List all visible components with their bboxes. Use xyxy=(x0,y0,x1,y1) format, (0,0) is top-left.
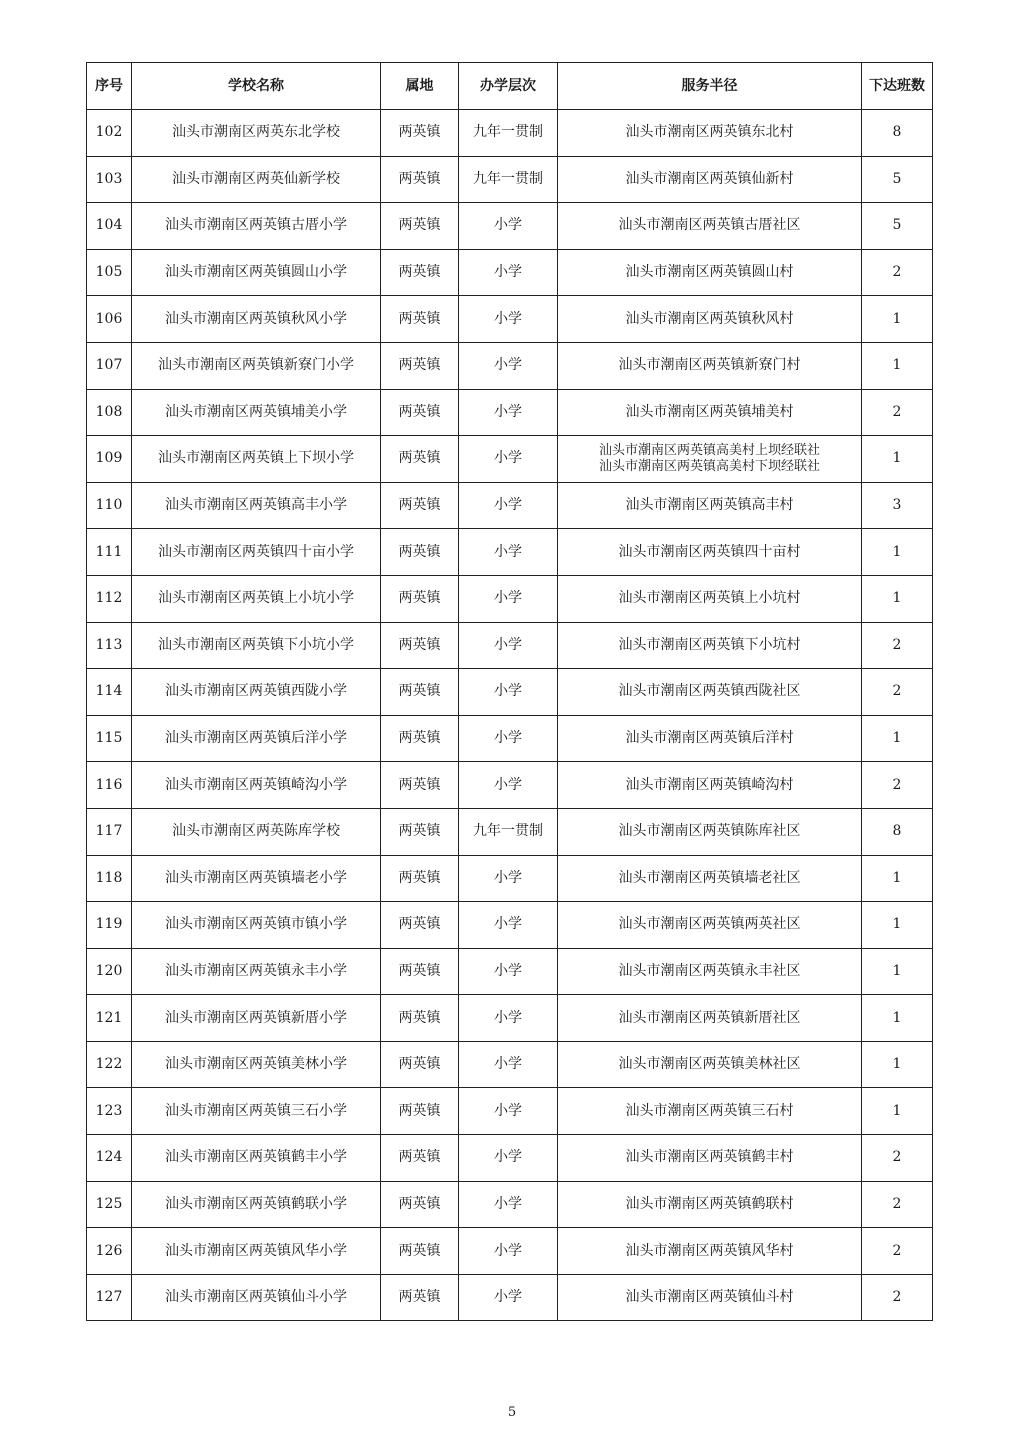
table-row xyxy=(87,622,933,669)
row-number-cell: 109 xyxy=(87,436,132,483)
school-name-cell: 汕头市潮南区两英镇圆山小学 xyxy=(132,249,381,296)
area-cell: 两英镇 xyxy=(381,715,459,762)
level-cell: 小学 xyxy=(459,1274,558,1321)
school-name-cell: 汕头市潮南区两英陈库学校 xyxy=(132,808,381,855)
row-number-cell: 116 xyxy=(87,762,132,809)
service-radius-line: 汕头市潮南区两英镇永丰社区 xyxy=(618,962,801,979)
row-number-cell: 103 xyxy=(87,156,132,203)
area-cell: 两英镇 xyxy=(381,203,459,250)
level-cell: 小学 xyxy=(459,995,558,1042)
table-row xyxy=(87,249,933,296)
service-radius-cell xyxy=(558,1181,862,1228)
service-radius-cell xyxy=(558,249,862,296)
level-cell: 小学 xyxy=(459,902,558,949)
area-cell: 两英镇 xyxy=(381,808,459,855)
service-radius-cell xyxy=(558,1135,862,1182)
school-name-cell: 汕头市潮南区两英镇鹤联小学 xyxy=(132,1181,381,1228)
service-radius-line: 汕头市潮南区两英镇风华村 xyxy=(625,1242,794,1259)
service-radius-line: 汕头市潮南区两英镇新寮门村 xyxy=(618,357,801,374)
service-radius-cell xyxy=(558,1274,862,1321)
service-radius-line: 汕头市潮南区两英镇高美村上坝经联社 xyxy=(598,442,820,458)
table-row xyxy=(87,855,933,902)
service-radius-cell xyxy=(558,762,862,809)
row-number-cell: 110 xyxy=(87,482,132,529)
class-count-cell: 1 xyxy=(862,995,933,1042)
level-cell: 小学 xyxy=(459,482,558,529)
table-row xyxy=(87,1228,933,1275)
service-radius-line: 汕头市潮南区两英镇高美村下坝经联社 xyxy=(598,458,820,474)
area-cell: 两英镇 xyxy=(381,762,459,809)
service-radius-cell xyxy=(558,389,862,436)
row-number-cell: 108 xyxy=(87,389,132,436)
service-radius-cell xyxy=(558,156,862,203)
table-row xyxy=(87,902,933,949)
service-radius-cell xyxy=(558,855,862,902)
area-cell: 两英镇 xyxy=(381,156,459,203)
class-count-cell: 2 xyxy=(862,622,933,669)
service-radius-cell xyxy=(558,948,862,995)
service-radius-cell xyxy=(558,110,862,157)
class-count-cell: 8 xyxy=(862,110,933,157)
school-name-cell: 汕头市潮南区两英镇三石小学 xyxy=(132,1088,381,1135)
row-number-cell: 126 xyxy=(87,1228,132,1275)
level-cell: 小学 xyxy=(459,296,558,343)
school-name-cell: 汕头市潮南区两英镇下小坑小学 xyxy=(132,622,381,669)
service-radius-line: 汕头市潮南区两英镇上小坑村 xyxy=(618,590,801,607)
area-cell: 两英镇 xyxy=(381,669,459,716)
school-name-cell: 汕头市潮南区两英镇埔美小学 xyxy=(132,389,381,436)
class-count-cell: 2 xyxy=(862,1181,933,1228)
table-row xyxy=(87,808,933,855)
service-radius-cell xyxy=(558,482,862,529)
school-name-cell: 汕头市潮南区两英镇上下坝小学 xyxy=(132,436,381,483)
service-radius-cell xyxy=(558,575,862,622)
area-cell: 两英镇 xyxy=(381,1041,459,1088)
row-number-cell: 102 xyxy=(87,110,132,157)
header-school: 学校名称 xyxy=(132,63,381,110)
table-row xyxy=(87,156,933,203)
service-radius-cell xyxy=(558,436,862,483)
area-cell: 两英镇 xyxy=(381,1181,459,1228)
service-radius-line: 汕头市潮南区两英镇仙斗村 xyxy=(625,1289,794,1306)
service-radius-line: 汕头市潮南区两英镇鹤联村 xyxy=(625,1195,794,1212)
service-radius-line: 汕头市潮南区两英镇三石村 xyxy=(625,1102,794,1119)
area-cell: 两英镇 xyxy=(381,389,459,436)
service-radius-line: 汕头市潮南区两英镇西陇社区 xyxy=(618,683,801,700)
page-number: 5 xyxy=(507,1405,517,1420)
row-number-cell: 113 xyxy=(87,622,132,669)
header-no: 序号 xyxy=(87,63,132,110)
service-radius-cell xyxy=(558,203,862,250)
class-count-cell: 2 xyxy=(862,762,933,809)
table-row xyxy=(87,1135,933,1182)
table-row xyxy=(87,1088,933,1135)
class-count-cell: 1 xyxy=(862,1088,933,1135)
service-radius-line: 汕头市潮南区两英镇仙新村 xyxy=(625,170,794,187)
service-radius-cell xyxy=(558,669,862,716)
table-row xyxy=(87,995,933,1042)
level-cell: 小学 xyxy=(459,1088,558,1135)
school-name-cell: 汕头市潮南区两英镇高丰小学 xyxy=(132,482,381,529)
service-radius-cell xyxy=(558,902,862,949)
table-row xyxy=(87,203,933,250)
class-count-cell: 1 xyxy=(862,902,933,949)
school-name-cell: 汕头市潮南区两英镇市镇小学 xyxy=(132,902,381,949)
class-count-cell: 1 xyxy=(862,948,933,995)
service-radius-line: 汕头市潮南区两英镇后洋村 xyxy=(625,730,794,747)
row-number-cell: 123 xyxy=(87,1088,132,1135)
service-radius-line: 汕头市潮南区两英镇四十亩村 xyxy=(618,543,801,560)
row-number-cell: 107 xyxy=(87,342,132,389)
header-classes: 下达班数 xyxy=(862,63,933,110)
level-cell: 九年一贯制 xyxy=(459,808,558,855)
service-radius-line: 汕头市潮南区两英镇东北村 xyxy=(625,124,794,141)
service-radius-cell xyxy=(558,622,862,669)
level-cell: 小学 xyxy=(459,669,558,716)
school-name-cell: 汕头市潮南区两英镇新寮门小学 xyxy=(132,342,381,389)
row-number-cell: 119 xyxy=(87,902,132,949)
level-cell: 小学 xyxy=(459,855,558,902)
row-number-cell: 120 xyxy=(87,948,132,995)
service-radius-cell xyxy=(558,1088,862,1135)
level-cell: 小学 xyxy=(459,1041,558,1088)
area-cell: 两英镇 xyxy=(381,855,459,902)
school-name-cell: 汕头市潮南区两英镇鹤丰小学 xyxy=(132,1135,381,1182)
header-row xyxy=(87,63,933,110)
service-radius-line: 汕头市潮南区两英镇秋风村 xyxy=(625,310,794,327)
area-cell: 两英镇 xyxy=(381,482,459,529)
area-cell: 两英镇 xyxy=(381,342,459,389)
level-cell: 小学 xyxy=(459,948,558,995)
service-radius-line: 汕头市潮南区两英镇美林社区 xyxy=(618,1056,801,1073)
area-cell: 两英镇 xyxy=(381,1135,459,1182)
service-radius-line: 汕头市潮南区两英镇新厝社区 xyxy=(618,1009,801,1026)
area-cell: 两英镇 xyxy=(381,575,459,622)
level-cell: 小学 xyxy=(459,622,558,669)
level-cell: 小学 xyxy=(459,762,558,809)
school-name-cell: 汕头市潮南区两英镇永丰小学 xyxy=(132,948,381,995)
row-number-cell: 125 xyxy=(87,1181,132,1228)
row-number-cell: 112 xyxy=(87,575,132,622)
service-radius-line: 汕头市潮南区两英镇两英社区 xyxy=(618,916,801,933)
table-body xyxy=(87,110,933,1321)
row-number-cell: 111 xyxy=(87,529,132,576)
table-row xyxy=(87,389,933,436)
level-cell: 小学 xyxy=(459,436,558,483)
level-cell: 小学 xyxy=(459,249,558,296)
row-number-cell: 115 xyxy=(87,715,132,762)
school-name-cell: 汕头市潮南区两英镇秋风小学 xyxy=(132,296,381,343)
class-count-cell: 1 xyxy=(862,855,933,902)
level-cell: 九年一贯制 xyxy=(459,110,558,157)
area-cell: 两英镇 xyxy=(381,995,459,1042)
area-cell: 两英镇 xyxy=(381,296,459,343)
row-number-cell: 121 xyxy=(87,995,132,1042)
table-row xyxy=(87,342,933,389)
service-radius-cell xyxy=(558,1228,862,1275)
table-row xyxy=(87,482,933,529)
row-number-cell: 105 xyxy=(87,249,132,296)
service-radius-line: 汕头市潮南区两英镇下小坑村 xyxy=(618,636,801,653)
school-name-cell: 汕头市潮南区两英镇新厝小学 xyxy=(132,995,381,1042)
level-cell: 小学 xyxy=(459,389,558,436)
row-number-cell: 118 xyxy=(87,855,132,902)
class-count-cell: 1 xyxy=(862,1041,933,1088)
row-number-cell: 114 xyxy=(87,669,132,716)
level-cell: 小学 xyxy=(459,203,558,250)
row-number-cell: 124 xyxy=(87,1135,132,1182)
school-name-cell: 汕头市潮南区两英镇古厝小学 xyxy=(132,203,381,250)
row-number-cell: 122 xyxy=(87,1041,132,1088)
area-cell: 两英镇 xyxy=(381,110,459,157)
school-name-cell: 汕头市潮南区两英仙新学校 xyxy=(132,156,381,203)
class-count-cell: 2 xyxy=(862,249,933,296)
level-cell: 小学 xyxy=(459,529,558,576)
school-name-cell: 汕头市潮南区两英镇风华小学 xyxy=(132,1228,381,1275)
level-cell: 小学 xyxy=(459,342,558,389)
level-cell: 小学 xyxy=(459,1228,558,1275)
service-radius-cell xyxy=(558,1041,862,1088)
row-number-cell: 106 xyxy=(87,296,132,343)
school-name-cell: 汕头市潮南区两英镇崎沟小学 xyxy=(132,762,381,809)
class-count-cell: 1 xyxy=(862,715,933,762)
table-row xyxy=(87,715,933,762)
class-count-cell: 5 xyxy=(862,203,933,250)
area-cell: 两英镇 xyxy=(381,529,459,576)
header-level: 办学层次 xyxy=(459,63,558,110)
table-row xyxy=(87,296,933,343)
class-count-cell: 2 xyxy=(862,669,933,716)
school-name-cell: 汕头市潮南区两英东北学校 xyxy=(132,110,381,157)
school-name-cell: 汕头市潮南区两英镇墙老小学 xyxy=(132,855,381,902)
service-radius-line: 汕头市潮南区两英镇陈库社区 xyxy=(618,823,801,840)
table-row xyxy=(87,529,933,576)
school-name-cell: 汕头市潮南区两英镇上小坑小学 xyxy=(132,575,381,622)
service-radius-cell xyxy=(558,715,862,762)
level-cell: 小学 xyxy=(459,575,558,622)
area-cell: 两英镇 xyxy=(381,1088,459,1135)
service-radius-cell xyxy=(558,529,862,576)
row-number-cell: 104 xyxy=(87,203,132,250)
class-count-cell: 2 xyxy=(862,389,933,436)
level-cell: 九年一贯制 xyxy=(459,156,558,203)
row-number-cell: 117 xyxy=(87,808,132,855)
class-count-cell: 2 xyxy=(862,1274,933,1321)
class-count-cell: 5 xyxy=(862,156,933,203)
area-cell: 两英镇 xyxy=(381,622,459,669)
class-count-cell: 2 xyxy=(862,1228,933,1275)
table-row xyxy=(87,575,933,622)
table-row xyxy=(87,110,933,157)
table-row xyxy=(87,762,933,809)
service-radius-cell xyxy=(558,995,862,1042)
school-table xyxy=(86,62,933,1321)
header-radius: 服务半径 xyxy=(558,63,862,110)
table-row xyxy=(87,1274,933,1321)
class-count-cell: 1 xyxy=(862,296,933,343)
service-radius-line: 汕头市潮南区两英镇墙老社区 xyxy=(618,869,801,886)
area-cell: 两英镇 xyxy=(381,902,459,949)
class-count-cell: 3 xyxy=(862,482,933,529)
area-cell: 两英镇 xyxy=(381,1228,459,1275)
school-name-cell: 汕头市潮南区两英镇西陇小学 xyxy=(132,669,381,716)
school-name-cell: 汕头市潮南区两英镇后洋小学 xyxy=(132,715,381,762)
table-row xyxy=(87,669,933,716)
area-cell: 两英镇 xyxy=(381,249,459,296)
table-row xyxy=(87,436,933,483)
service-radius-line: 汕头市潮南区两英镇圆山村 xyxy=(625,264,794,281)
service-radius-cell xyxy=(558,342,862,389)
service-radius-line: 汕头市潮南区两英镇崎沟村 xyxy=(625,776,794,793)
row-number-cell: 127 xyxy=(87,1274,132,1321)
table-row xyxy=(87,1041,933,1088)
class-count-cell: 1 xyxy=(862,575,933,622)
class-count-cell: 1 xyxy=(862,529,933,576)
class-count-cell: 8 xyxy=(862,808,933,855)
service-radius-line: 汕头市潮南区两英镇古厝社区 xyxy=(618,217,801,234)
service-radius-line: 汕头市潮南区两英镇高丰村 xyxy=(625,497,794,514)
school-name-cell: 汕头市潮南区两英镇仙斗小学 xyxy=(132,1274,381,1321)
class-count-cell: 1 xyxy=(862,436,933,483)
school-name-cell: 汕头市潮南区两英镇四十亩小学 xyxy=(132,529,381,576)
area-cell: 两英镇 xyxy=(381,436,459,483)
level-cell: 小学 xyxy=(459,1181,558,1228)
area-cell: 两英镇 xyxy=(381,1274,459,1321)
service-radius-cell xyxy=(558,296,862,343)
class-count-cell: 2 xyxy=(862,1135,933,1182)
service-radius-line: 汕头市潮南区两英镇埔美村 xyxy=(625,403,794,420)
header-area: 属地 xyxy=(381,63,459,110)
table-row xyxy=(87,1181,933,1228)
school-name-cell: 汕头市潮南区两英镇美林小学 xyxy=(132,1041,381,1088)
level-cell: 小学 xyxy=(459,1135,558,1182)
class-count-cell: 1 xyxy=(862,342,933,389)
level-cell: 小学 xyxy=(459,715,558,762)
table-row xyxy=(87,948,933,995)
service-radius-line: 汕头市潮南区两英镇鹤丰村 xyxy=(625,1149,794,1166)
area-cell: 两英镇 xyxy=(381,948,459,995)
service-radius-cell xyxy=(558,808,862,855)
